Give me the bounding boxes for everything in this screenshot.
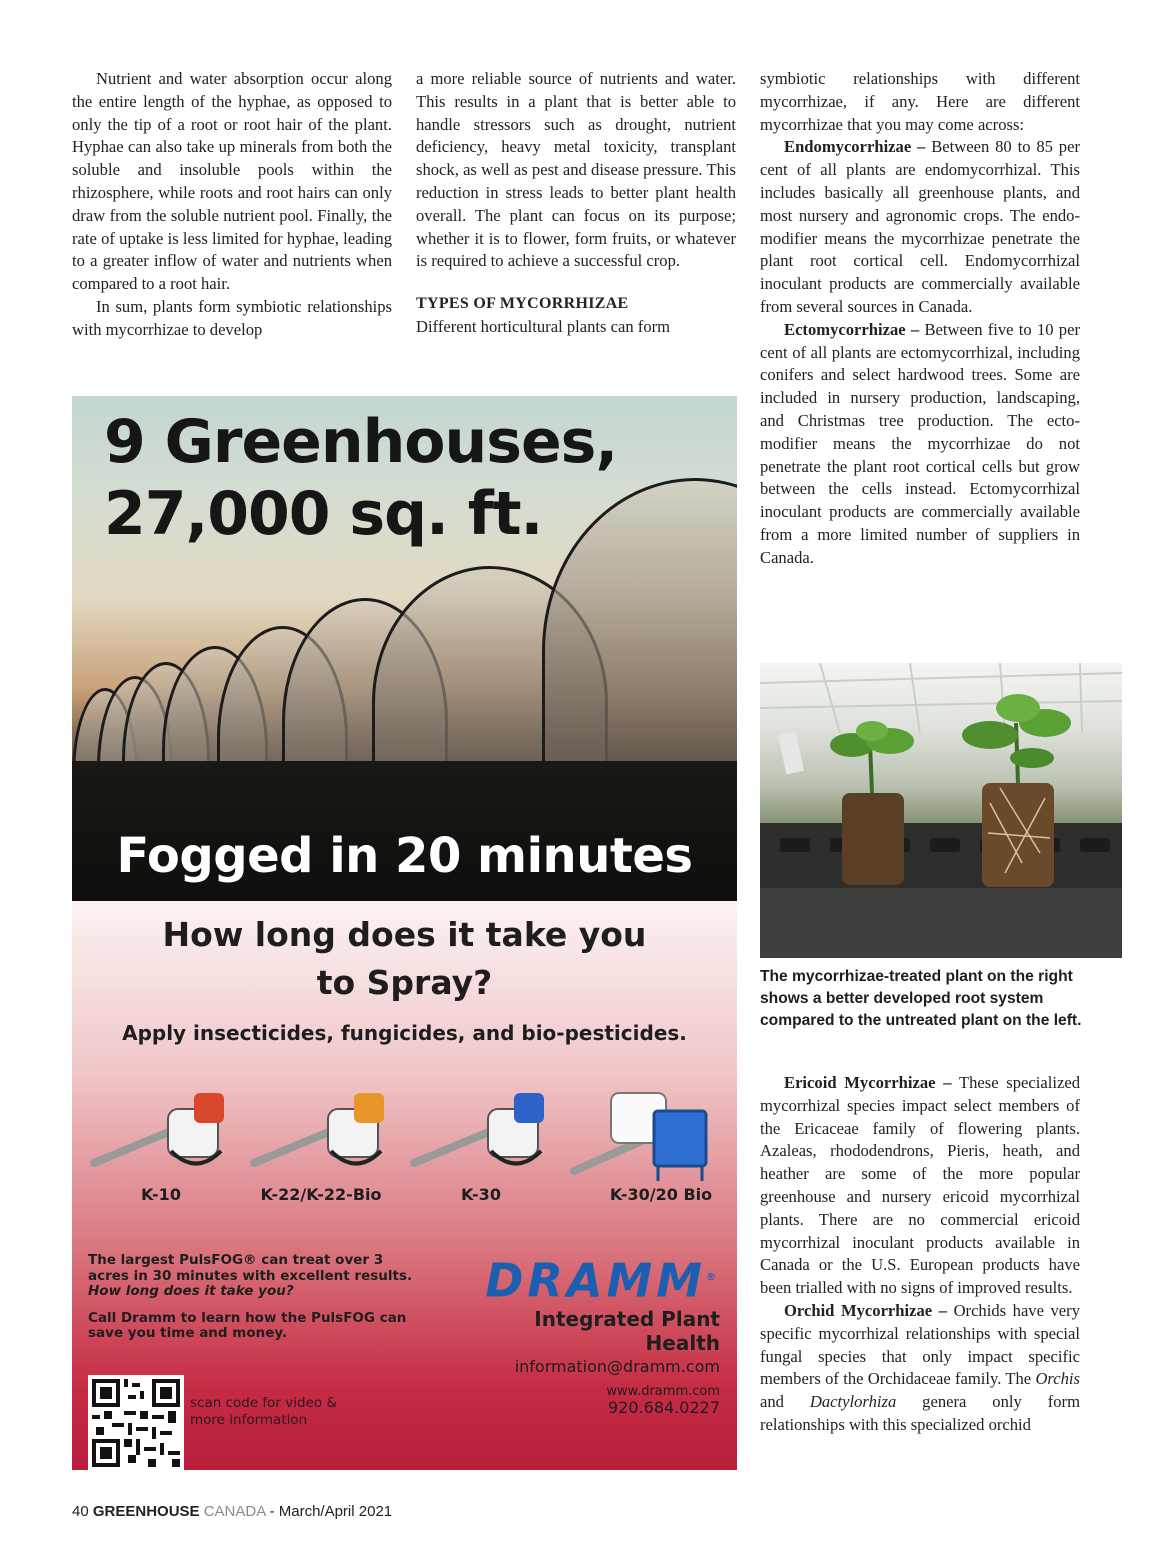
fogger-k30-image (406, 1081, 556, 1191)
paragraph-text: These specialized mycorrhizal species impact select members of the Ericaceae family of flowering plants. Azaleas, rhododendrons, Pieris, heath, and heather are some of the more popular greenhouse and nursery ericoid mycorrhizal plants. There are no commercial ericoid mycorrhizal inoculant products available in Canada or the U.S. European products have been trialled with no signs of improved results. (760, 1073, 1081, 1298)
dramm-advertisement (72, 396, 737, 1470)
paragraph-orchid (760, 1300, 1080, 1437)
product-label-k10: K-10 (141, 1185, 181, 1204)
apply-line: Apply insecticides, fungicides, and bio-pesticides. (122, 1021, 687, 1045)
email-link[interactable]: information@dramm.com (514, 1357, 720, 1377)
fogged-tagline: Fogged in 20 minutes (116, 828, 693, 884)
paragraph-text: and (760, 1392, 784, 1412)
plant-root-illustration (760, 663, 1122, 958)
paragraph-ectomycorrhizae (760, 319, 1080, 570)
tagline: Integrated Plant Health (534, 1307, 720, 1356)
paragraph-endomycorrhizae (760, 136, 1080, 318)
ad-lower-panel (72, 901, 737, 1470)
promo-paragraph: Call Dramm to learn how the PulsFOG can save you time and money. (88, 1309, 407, 1341)
scan-instruction: scan code for video & more information (190, 1395, 337, 1428)
dramm-logo (462, 1253, 720, 1308)
fogger-k10-image (86, 1081, 236, 1191)
registered-mark: ® (706, 1272, 720, 1283)
plant-root-photo (760, 663, 1122, 958)
qr-code-pattern (92, 1379, 180, 1467)
article-column-3 (760, 68, 1080, 570)
fogger-k30-20-image (566, 1081, 716, 1191)
greenhouse-photo (72, 396, 737, 901)
runin-heading: Orchid Mycorrhizae – (784, 1300, 948, 1320)
genus-orchis: Orchis (1035, 1369, 1080, 1389)
product-label-k30: K-30 (461, 1185, 501, 1204)
dramm-brand-block (462, 1253, 720, 1417)
section-heading: TYPES OF MYCORRHIZAE (416, 295, 629, 313)
paragraph-text: Orchids have very specific mycorrhizal relationships with special fungal species that only impact specific members of the Orchidaceae family. The (760, 1300, 1080, 1389)
ad-question-line: to Spray? (316, 963, 493, 1002)
paragraph-text: Between five to 10 per cent of all plants are ectomycorrhizal, including conifers and select hardwood trees. Some are included in nursery production, landscaping, and Christmas tree production. The ecto- modifier means the mycorrhizae do not penetrate the plant root cortical cells but grow between the cells instead. Ectomycorrhizal inoculant products are commercially available from a more limited number of suppliers in Canada. (760, 319, 1080, 567)
runin-heading: Endomycorrhizae – (784, 137, 926, 157)
ad-question-line: How long does it take you (162, 915, 647, 954)
article-column-2 (416, 68, 736, 339)
ad-headline (104, 406, 617, 550)
issue-date: - March/April 2021 (269, 1503, 393, 1520)
genus-dactylorhiza: Dactylorhiza (809, 1392, 897, 1412)
paragraph: Different horticultural plants can form (416, 316, 671, 336)
page-footer (72, 1503, 392, 1520)
promo-text (88, 1253, 428, 1353)
magazine-name-suffix: CANADA (203, 1503, 266, 1520)
paragraph-text: genera only form relationships with this specialized orchid (760, 1392, 1080, 1434)
promo-question: How long does it take you? (88, 1283, 294, 1299)
paragraph: In sum, plants form symbiotic relationships with mycorrhizae to develop (72, 296, 392, 339)
qr-code-icon[interactable] (88, 1375, 184, 1470)
page-number: 40 (72, 1503, 89, 1520)
website-link[interactable]: www.dramm.com (606, 1384, 720, 1400)
paragraph-text: Between 80 to 85 per cent of all plants are endomycorrhizal. This includes basically all greenhouse plants, and most nursery and agronomic crops. The endo- modifier means the mycorrhizae penetrate the plant root cortical cell. Endomycorrhizal inoculant products are commercially available from several sources in Canada. (760, 137, 1080, 316)
runin-heading: Ectomycorrhizae – (784, 319, 920, 339)
photo-caption: The mycorrhizae-treated plant on the right shows a better developed root system compared to the untreated plant on the left. (760, 968, 1082, 1029)
logo-text: DRAMM (485, 1253, 706, 1308)
ad-headline-line: 9 Greenhouses, (104, 407, 618, 477)
phone-number: 920.684.0227 (608, 1398, 720, 1418)
paragraph: Nutrient and water absorption occur along the entire length of the hyphae, as opposed to only the tip of a root or root hair of the plant. Hyphae can also take up minerals from both the soluble and insoluble pools within the rhizosphere, while roots and root hairs can only draw from the soluble nutrient pool. Finally, the rate of uptake is less limited for hyphae, leading to a greater inflow of water and nutrients when compared to a root hair. (72, 69, 392, 294)
ad-headline-line: 27,000 sq. ft. (104, 479, 543, 549)
ad-question (72, 911, 737, 1007)
promo-paragraph (88, 1253, 428, 1300)
article-column-3-continued (760, 1072, 1080, 1437)
paragraph: a more reliable source of nutrients and water. This results in a plant that is better able to handle stressors such as drought, nutrient deficiency, heavy metal toxicity, transplant shock, as well as pest and disease pressure. This reduction in stress leads to better plant health overall. The plant can focus on its purpose; whether it is to flower, form fruits, or whatever is required to achieve a successful crop. (416, 69, 736, 271)
article-column-1 (72, 68, 392, 342)
product-label-k30-20: K-30/20 Bio (609, 1185, 713, 1204)
fogger-k22-image (246, 1081, 396, 1191)
promo-line: The largest PulsFOG® can treat over 3 acres in 30 minutes with excellent results. (88, 1252, 413, 1284)
runin-heading: Ericoid Mycorrhizae – (784, 1073, 952, 1092)
paragraph-ericoid (760, 1072, 1080, 1300)
product-label-k22: K-22/K-22-Bio (260, 1185, 382, 1204)
magazine-name: GREENHOUSE (92, 1503, 200, 1520)
paragraph: symbiotic relationships with different mycorrhizae, if any. Here are different mycorrhizae that you may come across: (760, 69, 1080, 134)
